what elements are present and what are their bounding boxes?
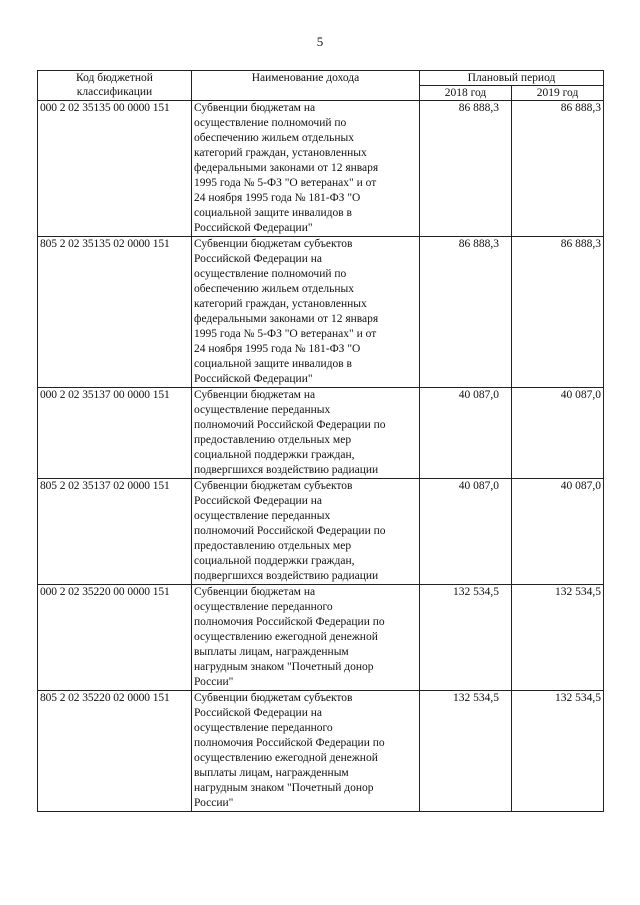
revenue-name-cell: Субвенции бюджетам субъектов Российской Федерации на осуществление переданных полномочий Российской Федерации по предоставлению отдельных мер социальной поддержки граждан, подвергшихся воздействию радиации xyxy=(192,479,420,585)
table-row xyxy=(38,691,604,812)
amount-2018-cell: 132 534,5 xyxy=(420,691,512,812)
budget-revenue-table xyxy=(37,70,604,812)
header-budget-code xyxy=(38,71,192,101)
header-budget-code-line2: классификации xyxy=(76,86,153,98)
header-year-2019: 2019 год xyxy=(512,86,604,101)
amount-2018-cell: 86 888,3 xyxy=(420,237,512,388)
budget-code-cell: 000 2 02 35220 00 0000 151 xyxy=(38,585,192,691)
amount-2019-cell: 132 534,5 xyxy=(512,585,604,691)
header-budget-code-line1: Код бюджетной xyxy=(76,72,153,84)
amount-2019-cell: 40 087,0 xyxy=(512,479,604,585)
budget-code-cell: 805 2 02 35135 02 0000 151 xyxy=(38,237,192,388)
amount-2018-cell: 40 087,0 xyxy=(420,479,512,585)
budget-code-cell: 000 2 02 35137 00 0000 151 xyxy=(38,388,192,479)
budget-code-cell: 000 2 02 35135 00 0000 151 xyxy=(38,101,192,237)
revenue-name-cell: Субвенции бюджетам субъектов Российской Федерации на осуществление полномочий по обеспечению жильем отдельных категорий граждан, установленных федеральными законами от 12 января 1995 года № 5-ФЗ "О ветеранах" и от 24 ноября 1995 года № 181-ФЗ "О социальной защите инвалидов в Российской Федерации" xyxy=(192,237,420,388)
table-row xyxy=(38,237,604,388)
amount-2019-cell: 132 534,5 xyxy=(512,691,604,812)
header-planned-period: Плановый период xyxy=(420,71,604,86)
amount-2019-cell: 86 888,3 xyxy=(512,237,604,388)
revenue-name-cell: Субвенции бюджетам субъектов Российской Федерации на осуществление переданного полномочия Российской Федерации по осуществлению ежегодной денежной выплаты лицам, награжденным нагрудным знаком "Почетный донор России" xyxy=(192,691,420,812)
table-row xyxy=(38,101,604,237)
amount-2018-cell: 132 534,5 xyxy=(420,585,512,691)
header-year-2018: 2018 год xyxy=(420,86,512,101)
amount-2018-cell: 40 087,0 xyxy=(420,388,512,479)
header-revenue-name: Наименование дохода xyxy=(192,71,420,101)
revenue-name-cell: Субвенции бюджетам на осуществление полномочий по обеспечению жильем отдельных категорий граждан, установленных федеральными законами от 12 января 1995 года № 5-ФЗ "О ветеранах" и от 24 ноября 1995 года № 181-ФЗ "О социальной защите инвалидов в Российской Федерации" xyxy=(192,101,420,237)
amount-2018-cell: 86 888,3 xyxy=(420,101,512,237)
table-row xyxy=(38,479,604,585)
amount-2019-cell: 40 087,0 xyxy=(512,388,604,479)
page-number: 5 xyxy=(316,34,324,49)
revenue-name-cell: Субвенции бюджетам на осуществление переданных полномочий Российской Федерации по предоставлению отдельных мер социальной поддержки граждан, подвергшихся воздействию радиации xyxy=(192,388,420,479)
amount-2019-cell: 86 888,3 xyxy=(512,101,604,237)
table-row xyxy=(38,585,604,691)
table-row xyxy=(38,388,604,479)
table-header xyxy=(38,71,604,101)
table-body xyxy=(38,101,604,812)
budget-code-cell: 805 2 02 35137 02 0000 151 xyxy=(38,479,192,585)
budget-code-cell: 805 2 02 35220 02 0000 151 xyxy=(38,691,192,812)
revenue-name-cell: Субвенции бюджетам на осуществление переданного полномочия Российской Федерации по осуществлению ежегодной денежной выплаты лицам, награжденным нагрудным знаком "Почетный донор России" xyxy=(192,585,420,691)
